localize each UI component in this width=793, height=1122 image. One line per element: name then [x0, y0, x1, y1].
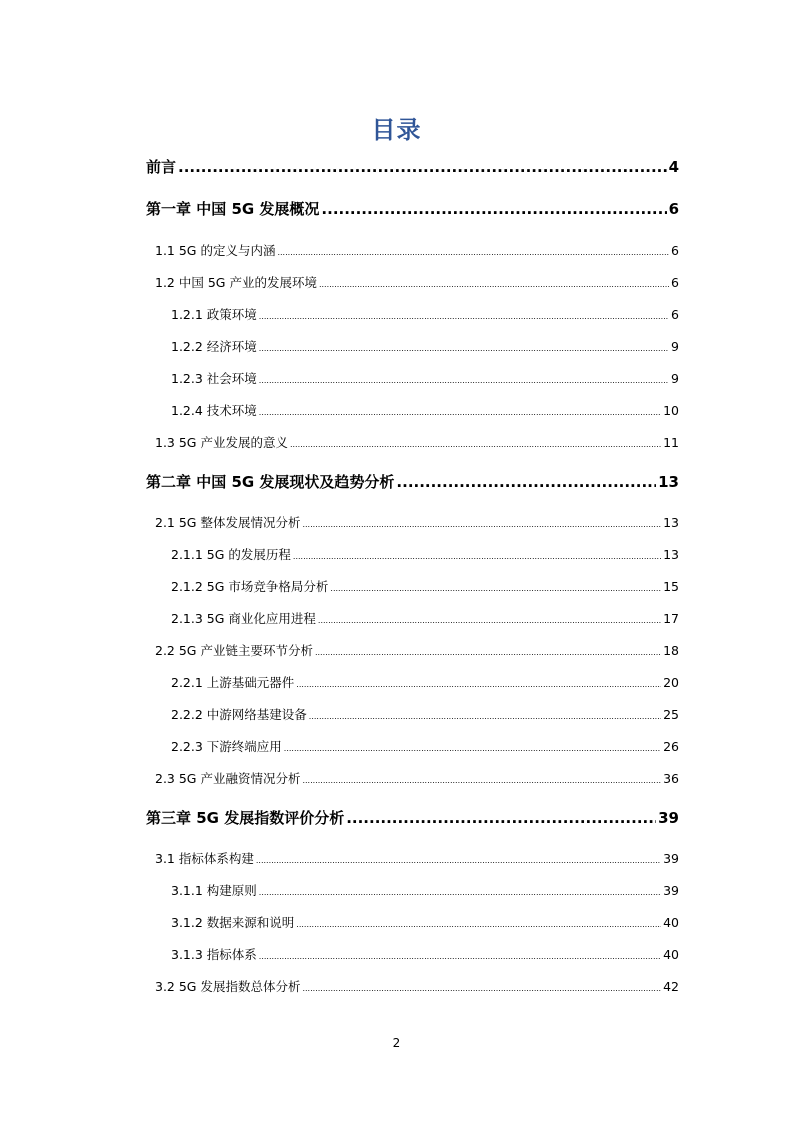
- toc-leader-dots: [259, 888, 661, 897]
- toc-entry-label: 2.1.1 5G 的发展历程: [171, 547, 291, 562]
- toc-entry-page: 18: [663, 643, 679, 658]
- toc-entry-page: 10: [663, 403, 679, 418]
- toc-entry-label: 2.1.2 5G 市场竞争格局分析: [171, 579, 329, 594]
- toc-entry-page: 40: [663, 915, 679, 930]
- toc-leader-dots: [309, 712, 661, 721]
- toc-entry-label: 1.2.4 技术环境: [171, 403, 257, 418]
- toc-entry-page: 9: [671, 371, 679, 386]
- toc-leader-dots: [259, 344, 669, 353]
- toc-leader-dots: [321, 200, 666, 218]
- page-number: 2: [392, 1036, 401, 1050]
- toc-entry-page: 39: [658, 809, 679, 827]
- toc-entry-2-1-1[interactable]: [171, 545, 679, 563]
- toc-entry-3-2[interactable]: [155, 977, 679, 995]
- toc-entry-label: 3.1.2 数据来源和说明: [171, 915, 295, 930]
- toc-entry-page: 6: [668, 200, 679, 218]
- toc-leader-dots: [178, 158, 667, 176]
- toc-entry-page: 11: [663, 435, 679, 450]
- toc-entry-label: 2.1.3 5G 商业化应用进程: [171, 611, 316, 626]
- toc-entry-label: 第二章 中国 5G 发展现状及趋势分析: [146, 473, 395, 491]
- toc-entry-label: 2.2.1 上游基础元器件: [171, 675, 295, 690]
- toc-entry-3-1-2[interactable]: [171, 913, 679, 931]
- toc-entry-page: 15: [663, 579, 679, 594]
- toc-entry-label: 1.2.1 政策环境: [171, 307, 257, 322]
- toc-entry-label: 3.1.1 构建原则: [171, 883, 257, 898]
- toc-entry-page: 4: [668, 158, 679, 176]
- toc-entry-page: 6: [671, 275, 679, 290]
- toc-entry-page: 17: [663, 611, 679, 626]
- toc-entry-page: 9: [671, 339, 679, 354]
- toc-leader-dots: [319, 280, 669, 289]
- toc-entry-3-1[interactable]: [155, 849, 679, 867]
- toc-leader-dots: [302, 984, 661, 993]
- toc-entry-1-2-2[interactable]: [171, 337, 679, 355]
- toc-entry-2-1[interactable]: [155, 513, 679, 531]
- toc-entry-label: 第三章 5G 发展指数评价分析: [146, 809, 345, 827]
- toc-entry-label: 2.2 5G 产业链主要环节分析: [155, 643, 313, 658]
- toc-entry-page: 20: [663, 675, 679, 690]
- toc-entry-label: 1.2.2 经济环境: [171, 339, 257, 354]
- toc-leader-dots: [290, 440, 661, 449]
- toc-leader-dots: [346, 809, 656, 827]
- toc-leader-dots: [315, 648, 661, 657]
- toc-entry-label: 前言: [146, 158, 177, 176]
- toc-leader-dots: [296, 920, 661, 929]
- toc-leader-dots: [296, 680, 661, 689]
- toc-entry-2-2-1[interactable]: [171, 673, 679, 691]
- toc-entry-page: 36: [663, 771, 679, 786]
- toc-leader-dots: [330, 584, 661, 593]
- toc-entry-page: 39: [663, 851, 679, 866]
- toc-entry-1-2[interactable]: [155, 273, 679, 291]
- toc-entry-1-2-1[interactable]: [171, 305, 679, 323]
- toc-entry-chapter-1[interactable]: [146, 198, 679, 219]
- toc-entry-chapter-3[interactable]: [146, 807, 679, 828]
- toc-entry-1-3[interactable]: [155, 433, 679, 451]
- toc-leader-dots: [302, 520, 661, 529]
- toc-entry-3-1-3[interactable]: [171, 945, 679, 963]
- toc-entry-label: 3.1.3 指标体系: [171, 947, 257, 962]
- toc-entry-preface[interactable]: [146, 156, 679, 177]
- toc-entry-2-2[interactable]: [155, 641, 679, 659]
- toc-entry-1-2-3[interactable]: [171, 369, 679, 387]
- toc-entry-label: 2.1 5G 整体发展情况分析: [155, 515, 301, 530]
- toc-leader-dots: [256, 856, 661, 865]
- toc-entry-page: 40: [663, 947, 679, 962]
- toc-entry-2-2-2[interactable]: [171, 705, 679, 723]
- toc-entry-label: 1.2.3 社会环境: [171, 371, 257, 386]
- toc-leader-dots: [302, 776, 661, 785]
- toc-entry-label: 1.2 中国 5G 产业的发展环境: [155, 275, 317, 290]
- toc-entry-page: 6: [671, 243, 679, 258]
- toc-leader-dots: [284, 744, 661, 753]
- toc-entry-label: 3.1 指标体系构建: [155, 851, 254, 866]
- toc-entry-label: 2.2.3 下游终端应用: [171, 739, 282, 754]
- toc-entry-2-3[interactable]: [155, 769, 679, 787]
- toc-entry-label: 第一章 中国 5G 发展概况: [146, 200, 320, 218]
- toc-title: 目录: [371, 116, 422, 144]
- toc-entry-page: 6: [671, 307, 679, 322]
- toc-leader-dots: [396, 473, 656, 491]
- toc-entry-page: 13: [663, 547, 679, 562]
- toc-entry-page: 13: [658, 473, 679, 491]
- toc-leader-dots: [318, 616, 661, 625]
- toc-leader-dots: [259, 952, 661, 961]
- toc-leader-dots: [277, 248, 669, 257]
- toc-leader-dots: [259, 408, 661, 417]
- toc-entry-chapter-2[interactable]: [146, 471, 679, 492]
- toc-entry-label: 3.2 5G 发展指数总体分析: [155, 979, 301, 994]
- toc-entry-page: 25: [663, 707, 679, 722]
- toc-entry-page: 13: [663, 515, 679, 530]
- toc-entry-3-1-1[interactable]: [171, 881, 679, 899]
- toc-entry-2-2-3[interactable]: [171, 737, 679, 755]
- toc-entry-2-1-2[interactable]: [171, 577, 679, 595]
- toc-entry-page: 42: [663, 979, 679, 994]
- toc-entry-label: 1.3 5G 产业发展的意义: [155, 435, 288, 450]
- toc-entry-1-1[interactable]: [155, 241, 679, 259]
- toc-entry-page: 26: [663, 739, 679, 754]
- toc-leader-dots: [293, 552, 661, 561]
- toc-leader-dots: [259, 312, 669, 321]
- toc-entry-2-1-3[interactable]: [171, 609, 679, 627]
- toc-entry-label: 1.1 5G 的定义与内涵: [155, 243, 276, 258]
- toc-entry-label: 2.3 5G 产业融资情况分析: [155, 771, 301, 786]
- toc-entry-label: 2.2.2 中游网络基建设备: [171, 707, 307, 722]
- toc-leader-dots: [259, 376, 669, 385]
- toc-entry-page: 39: [663, 883, 679, 898]
- toc-entry-1-2-4[interactable]: [171, 401, 679, 419]
